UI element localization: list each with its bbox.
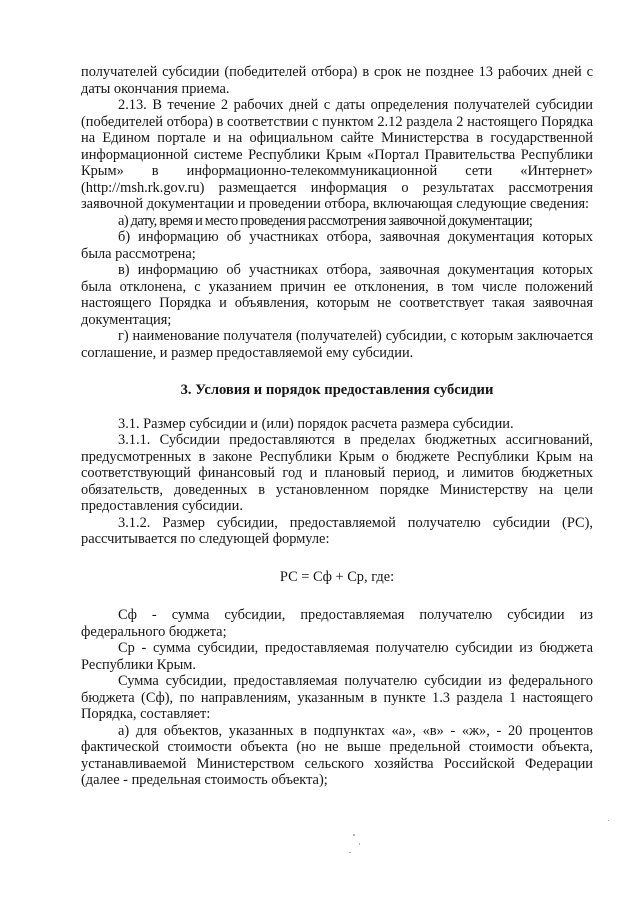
list-item-v: в) информацию об участниках отбора, заявочная документация которых была отклонена, с указанием причин ее отклонения, в том числе положений настоящего Порядка и объявления, которым не соответствует такая заявочная документация; bbox=[81, 262, 593, 328]
paragraph-3-1-2: 3.1.2. Размер субсидии, предоставляемой получателю субсидии (РС), рассчитывается по следующей формуле: bbox=[81, 514, 593, 547]
paragraph-continuation: получателей субсидии (победителей отбора) в срок не позднее 13 рабочих дней с даты окончания приема. bbox=[81, 64, 593, 97]
subsidy-formula: РС = Сф + Ср, где: bbox=[279, 568, 395, 585]
scan-speck bbox=[608, 820, 609, 821]
paragraph-federal-sum: Сумма субсидии, предоставляемая получателю субсидии из федерального бюджета (Сф), по направлениям, указанным в пункте 1.3 раздела 1 настоящего Порядка, составляет: bbox=[81, 673, 593, 722]
scan-speck bbox=[353, 834, 355, 836]
list-item-b: б) информацию об участниках отбора, заявочная документация которых была рассмотрена; bbox=[81, 229, 593, 262]
list-item-a: а) дату, время и место проведения рассмотрения заявочной документации; bbox=[118, 212, 533, 229]
definition-sf: Сф - сумма субсидии, предоставляемая получателю субсидии из федерального бюджета; bbox=[81, 607, 593, 640]
document-body bbox=[81, 64, 593, 789]
paragraph-3-1-1: 3.1.1. Субсидии предоставляются в пределах бюджетных ассигнований, предусмотренных в законе Республики Крым о бюджете Республики Крым на соответствующий финансовый год и плановый период, и лимитов бюджетных обязательств, доведенных в установленном порядке Министерству на цели предоставления субсидии. bbox=[81, 432, 593, 514]
paragraph-3-1: 3.1. Размер субсидии и (или) порядок расчета размера субсидии. bbox=[118, 415, 514, 432]
scan-speck bbox=[349, 852, 351, 853]
scan-speck bbox=[359, 843, 360, 845]
definition-sr: Ср - сумма субсидии, предоставляемая получателю субсидии из бюджета Республики Крым. bbox=[81, 640, 593, 673]
paragraph-2-13: 2.13. В течение 2 рабочих дней с даты определения получателей субсидии (победителей отбора) в соответствии с пунктом 2.12 раздела 2 настоящего Порядка на Едином портале и на официальном сайте Министерства в государственной информационной системе Республики Крым «Портал Правительства Республики Крым» в информационно-телекоммуникационной сети «Интернет» (http://msh.rk.gov.ru) размещается информация о результатах рассмотрения заявочной документации и проведении отбора, включающая следующие сведения: bbox=[81, 97, 593, 212]
list-item-a2: а) для объектов, указанных в подпунктах «а», «в» - «ж», - 20 процентов фактической стоимости объекта (но не выше предельной стоимости объекта, устанавливаемой Министерством сельского хозяйства Российской Федерации (далее - предельная стоимость объекта); bbox=[81, 722, 593, 788]
section-3-heading: 3. Условия и порядок предоставления субсидии bbox=[180, 382, 494, 398]
list-item-g: г) наименование получателя (получателей) субсидии, с которым заключается соглашение, и размер предоставляемой ему субсидии. bbox=[81, 328, 593, 361]
